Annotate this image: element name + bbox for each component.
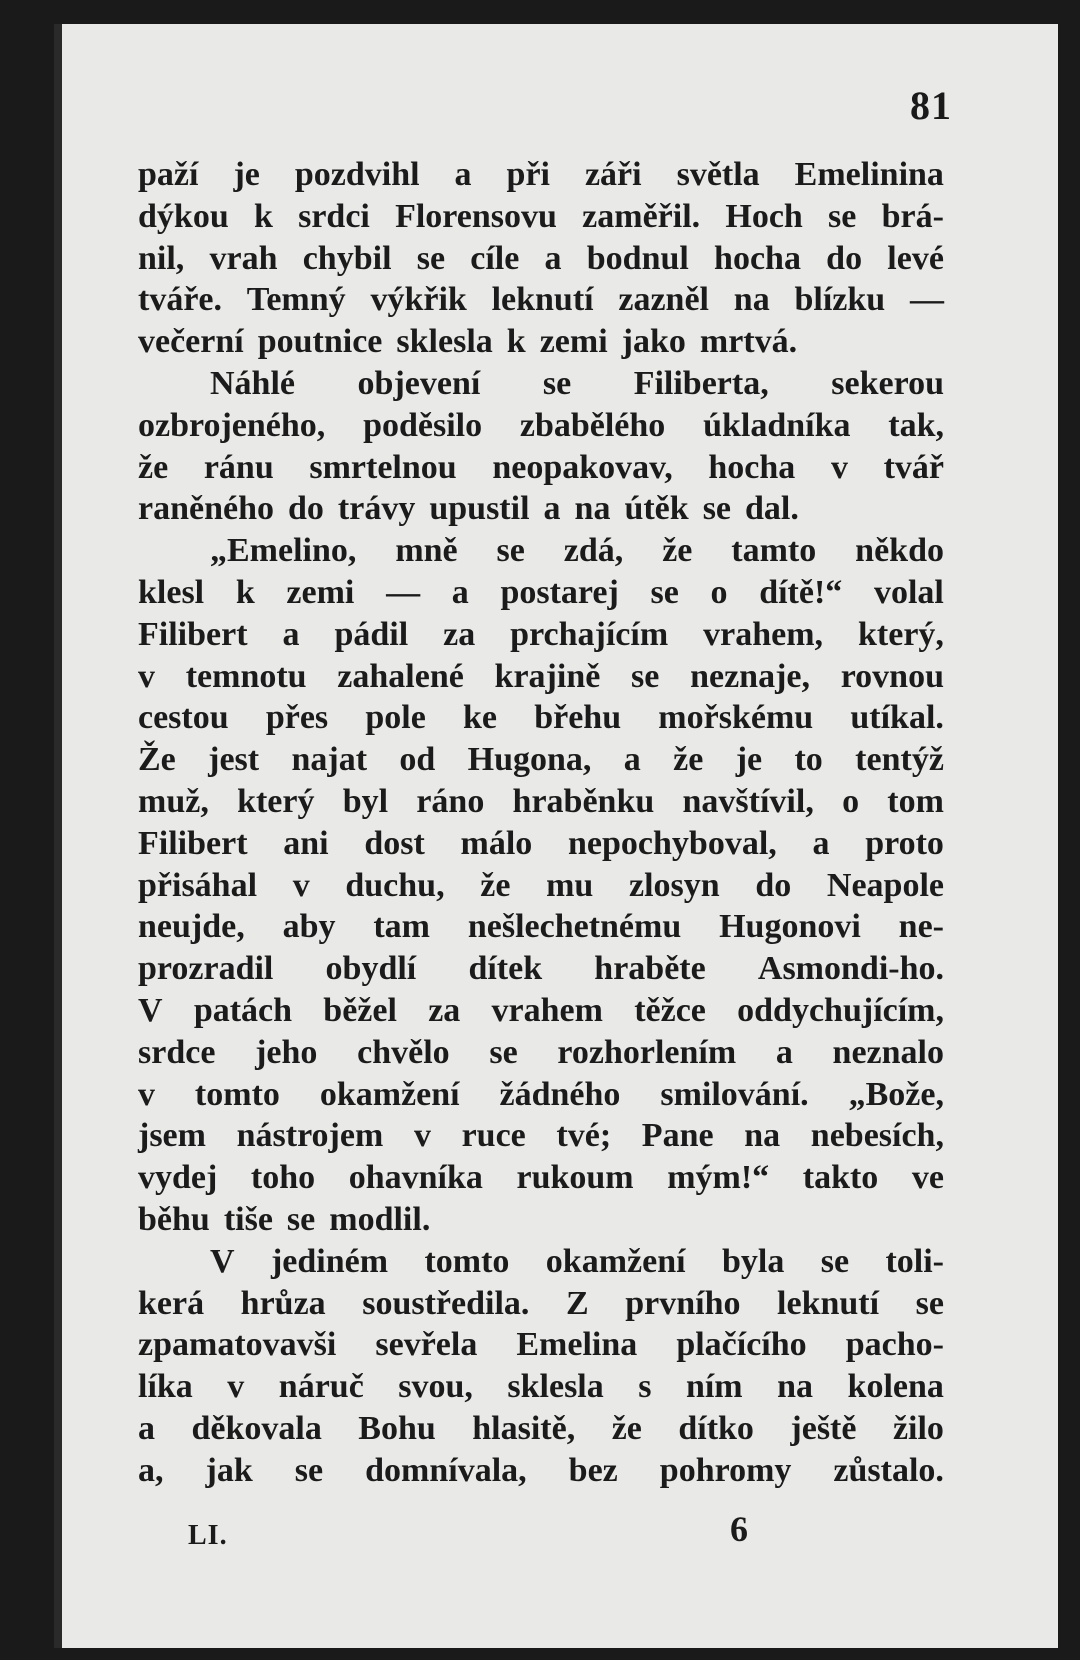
text-line: V patách běžel za vrahem těžce oddychujícím, bbox=[138, 991, 944, 1029]
text-line: v tomto okamžení žádného smilování. „Bože, bbox=[138, 1075, 944, 1113]
text-line: kerá hrůza soustředila. Z prvního leknutí se bbox=[138, 1284, 944, 1322]
text-line: raněného do trávy upustil a na útěk se dal. bbox=[138, 490, 799, 528]
text-line: přisáhal v duchu, že mu zlosyn do Neapole bbox=[138, 866, 944, 904]
text-line: zpamatovavši sevřela Emelina plačícího pacho- bbox=[138, 1326, 944, 1364]
text-line: Filibert ani dost málo nepochyboval, a proto bbox=[138, 824, 944, 862]
text-line: Náhlé objevení se Filiberta, sekerou bbox=[210, 364, 944, 402]
text-line: vydej toho ohavníka rukoum mým!“ takto ve bbox=[138, 1159, 944, 1197]
text-line: tváře. Temný výkřik leknutí zazněl na blízku — bbox=[138, 281, 944, 319]
text-line: večerní poutnice sklesla k zemi jako mrtvá. bbox=[138, 323, 798, 361]
text-line: jsem nástrojem v ruce tvé; Pane na nebesích, bbox=[138, 1117, 944, 1155]
page-binding-edge bbox=[54, 24, 62, 1648]
text-line: a, jak se domnívala, bez pohromy zůstalo. bbox=[138, 1451, 944, 1489]
text-line: ozbrojeného, poděsilo zbabělého úkladníka tak, bbox=[138, 406, 944, 444]
text-line: a děkovala Bohu hlasitě, že dítko ještě žilo bbox=[138, 1409, 944, 1447]
sheet-number: 6 bbox=[730, 1509, 748, 1549]
text-line: líka v náruč svou, sklesla s ním na kolena bbox=[138, 1368, 944, 1406]
text-line: v temnotu zahalené krajině se neznaje, rovnou bbox=[138, 657, 944, 695]
text-line: „Emelino, mně se zdá, že tamto někdo bbox=[210, 532, 944, 570]
printer-signature: LI. bbox=[188, 1520, 228, 1551]
text-line: muž, který byl ráno hraběnku navštívil, o tom bbox=[138, 782, 944, 820]
text-line: Že jest najat od Hugona, a že je to tentýž bbox=[138, 741, 944, 779]
text-line: běhu tiše se modlil. bbox=[138, 1200, 431, 1238]
body-text bbox=[138, 154, 944, 1492]
text-line: klesl k zemi — a postarej se o dítě!“ volal bbox=[138, 573, 944, 611]
text-line: nil, vrah chybil se cíle a bodnul hocha do levé bbox=[138, 239, 944, 277]
text-line: prozradil obydlí dítek hraběte Asmondi-ho. bbox=[138, 950, 944, 988]
text-line: V jediném tomto okamžení byla se toli- bbox=[210, 1242, 944, 1280]
text-line: neujde, aby tam nešlechetnému Hugonovi ne- bbox=[138, 908, 944, 946]
text-line: cestou přes pole ke břehu mořskému utíkal. bbox=[138, 699, 944, 737]
text-line: dýkou k srdci Florensovu zaměřil. Hoch se brá- bbox=[138, 197, 944, 235]
book-page bbox=[54, 24, 1058, 1648]
text-line: paží je pozdvihl a při záři světla Emelinina bbox=[138, 156, 944, 193]
text-line: že ránu smrtelnou neopakovav, hocha v tvář bbox=[138, 448, 944, 486]
page-number: 81 bbox=[910, 83, 952, 128]
text-line: Filibert a pádil za prchajícím vrahem, který, bbox=[138, 615, 944, 653]
text-line: srdce jeho chvělo se rozhorlením a neznalo bbox=[138, 1033, 944, 1071]
